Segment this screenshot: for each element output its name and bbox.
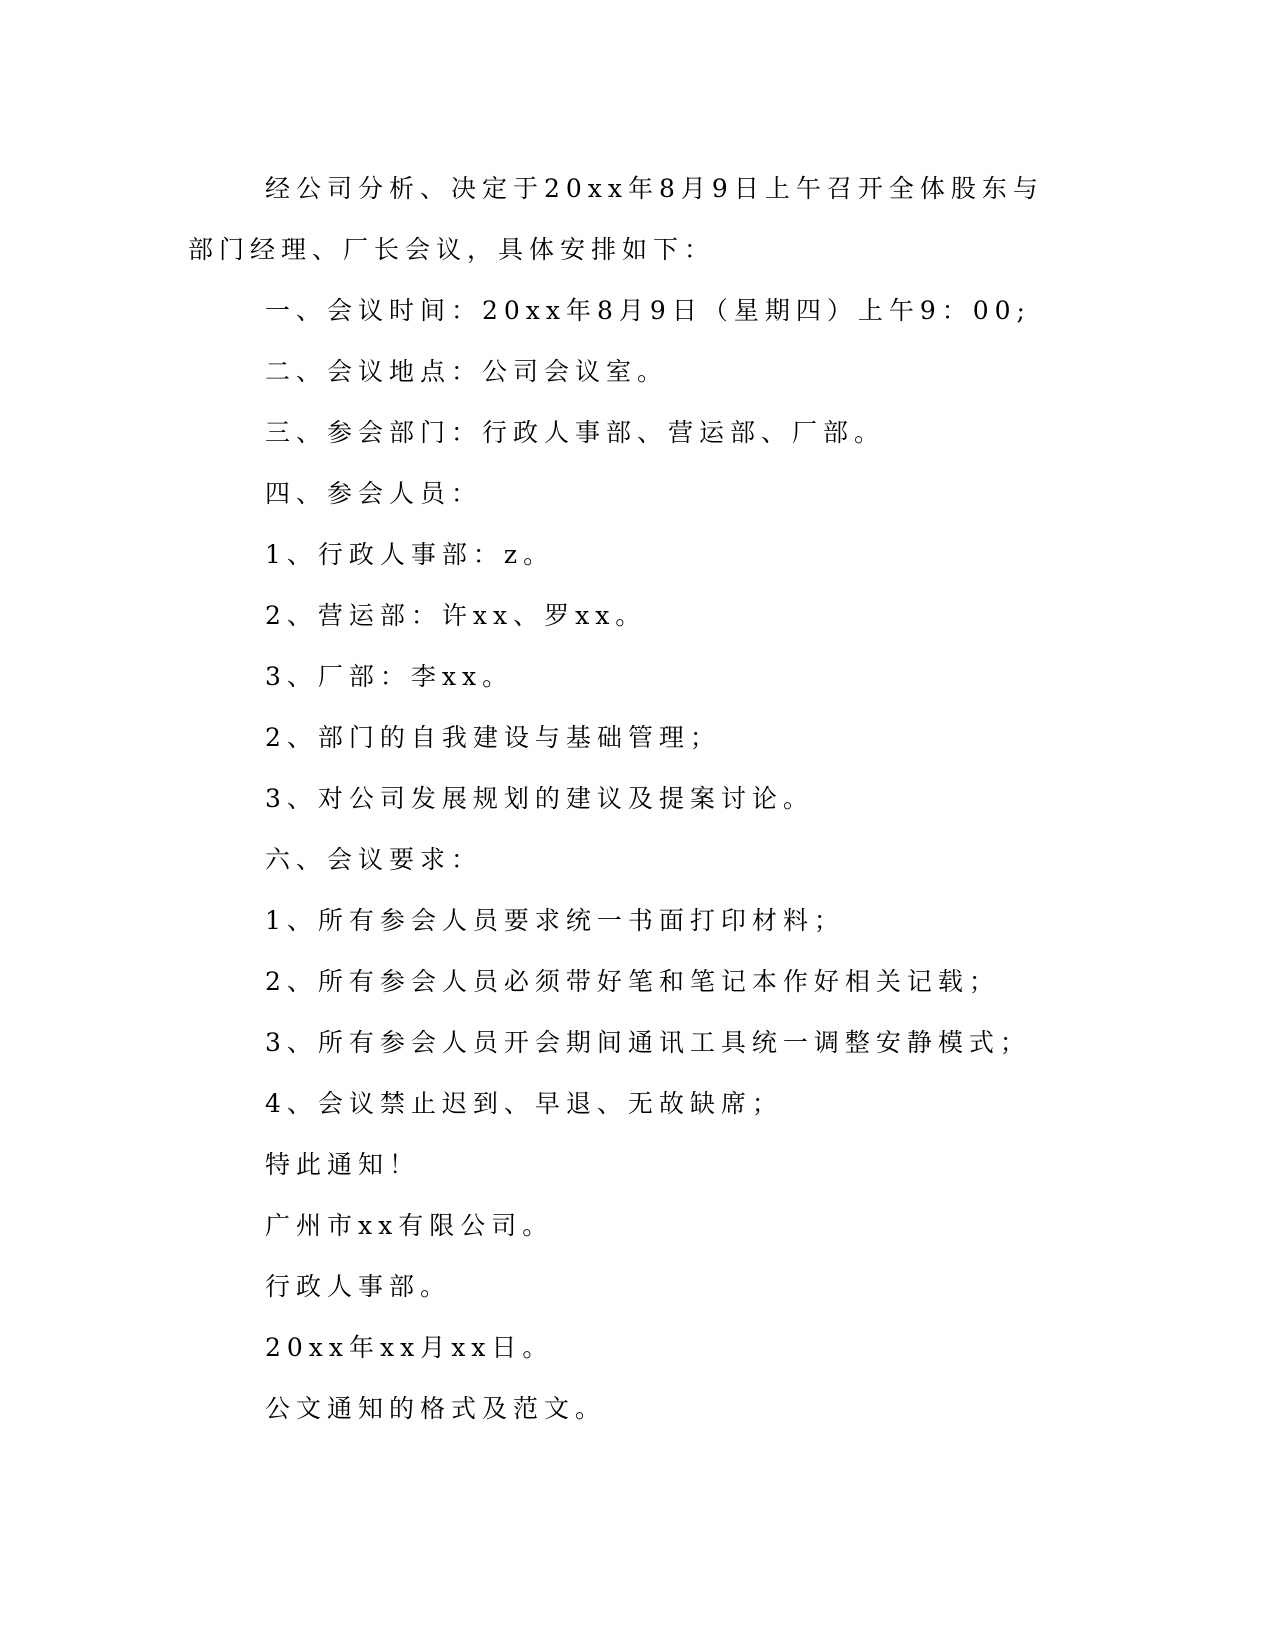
attendee-factory-line: 3、厂部：李xx。 <box>265 662 514 691</box>
requirement-2: 2、所有参会人员必须带好笔和笔记本作好相关记载； <box>265 967 1000 996</box>
notice-closing: 特此通知！ <box>265 1150 421 1179</box>
issue-date: 20xx年xx月xx日。 <box>265 1333 554 1362</box>
agenda-item-2: 2、部门的自我建设与基础管理； <box>265 723 721 752</box>
departments-line: 三、参会部门：行政人事部、营运部、厂部。 <box>265 418 886 447</box>
document-body <box>188 158 1068 1439</box>
attendee-operations-line: 2、营运部：许xx、罗xx。 <box>265 601 647 630</box>
meeting-time-line: 一、会议时间：20xx年8月9日（星期四）上午9：00; <box>265 296 1031 325</box>
requirement-4: 4、会议禁止迟到、早退、无故缺席； <box>265 1089 783 1118</box>
issuing-department: 行政人事部。 <box>265 1272 452 1301</box>
requirement-3: 3、所有参会人员开会期间通讯工具统一调整安静模式； <box>265 1028 1031 1057</box>
requirement-1: 1、所有参会人员要求统一书面打印材料； <box>265 906 845 935</box>
agenda-item-3: 3、对公司发展规划的建议及提案讨论。 <box>265 784 814 813</box>
document-footer-title: 公文通知的格式及范文。 <box>265 1394 607 1423</box>
meeting-location-line: 二、会议地点：公司会议室。 <box>265 357 669 386</box>
intro-paragraph: 经公司分析、决定于20xx年8月9日上午召开全体股东与部门经理、厂长会议，具体安排如下： <box>188 174 1044 264</box>
attendee-admin-line: 1、行政人事部：z。 <box>265 540 555 569</box>
requirements-heading: 六、会议要求： <box>265 845 483 874</box>
attendees-heading: 四、参会人员： <box>265 479 483 508</box>
company-name: 广州市xx有限公司。 <box>265 1211 554 1240</box>
